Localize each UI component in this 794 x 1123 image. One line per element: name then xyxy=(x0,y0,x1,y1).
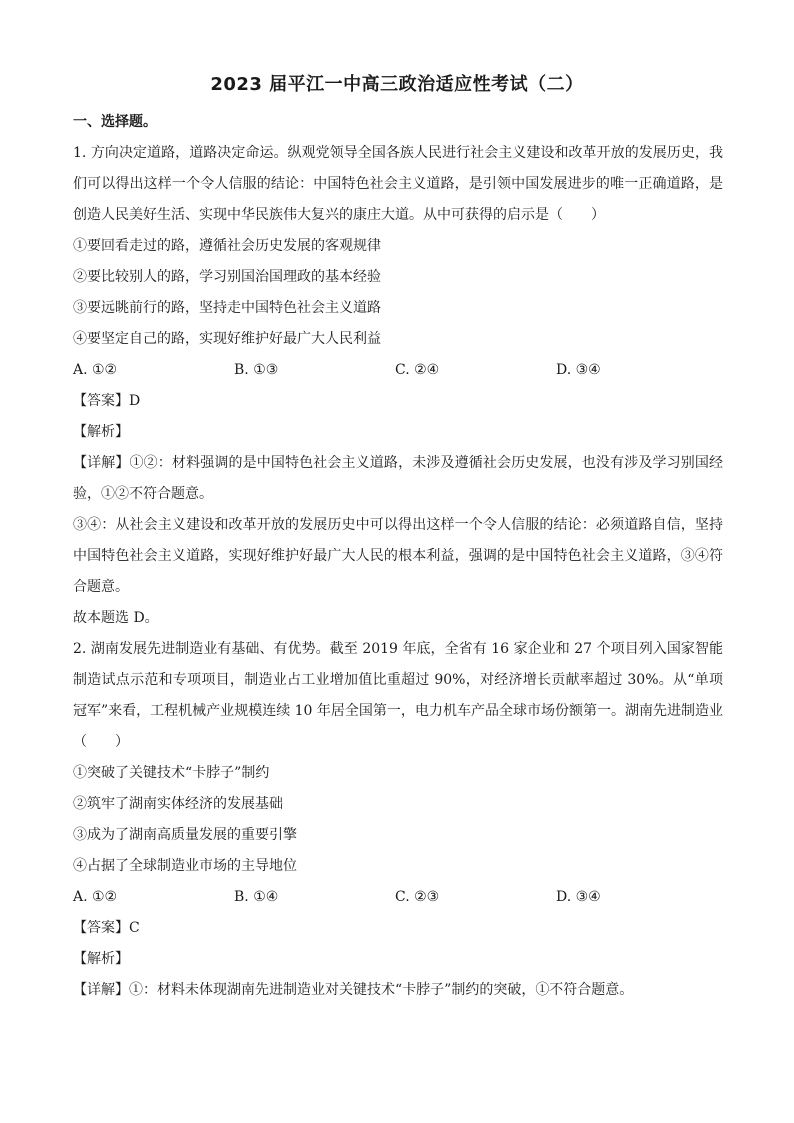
page-title: 2023 届平江一中高三政治适应性考试（二） xyxy=(210,74,584,95)
question-1-analysis-label: 【解析】 xyxy=(73,424,129,440)
question-1-conclusion: 故本题选 D。 xyxy=(73,610,159,626)
question-1-detail-2: ③④：从社会主义建设和改革开放的发展历史中可以得出这样一个令人信服的结论：必须道路自信，坚持中国特色社会主义道路，实现好维护好最广大人民的根本利益，强调的是中国特色社会主义道路，③④符合题意。 xyxy=(73,517,723,595)
question-2-analysis-label: 【解析】 xyxy=(73,951,129,967)
document-body xyxy=(73,107,723,1006)
question-1-option-d: D. ③④ xyxy=(556,362,601,378)
question-2-option-a: A. ①② xyxy=(73,889,118,905)
question-1-option-a: A. ①② xyxy=(73,362,118,378)
question-1-item-1: ①要回看走过的路，遵循社会历史发展的客观规律 xyxy=(73,238,381,254)
question-1-stem: 1. 方向决定道路，道路决定命运。纵观党领导全国各族人民进行社会主义建设和改革开放的发展历史，我们可以得出这样一个令人信服的结论：中国特色社会主义道路，是引领中国发展进步的唯一正确道路，是创造人民美好生活、实现中华民族伟大复兴的康庄大道。从中可获得的启示是（ ） xyxy=(73,145,723,223)
question-1-item-4: ④要坚定自己的路，实现好维护好最广大人民利益 xyxy=(73,331,381,347)
question-1-option-c: C. ②④ xyxy=(395,362,440,378)
question-2-answer: 【答案】C xyxy=(73,920,140,936)
question-2-options xyxy=(73,882,723,913)
question-1-options xyxy=(73,355,723,386)
question-2-stem: 2. 湖南发展先进制造业有基础、有优势。截至 2019 年底，全省有 16 家企业和 27 个项目列入国家智能制造试点示范和专项项目，制造业占工业增加值比重超过 90%，对经济增长贡献率超过 30%。从“单项冠军”来看，工程机械产业规模连续 10 年居全国第一，电力机车产品全球市场份额第一。湖南先进制造业（ ） xyxy=(73,641,723,750)
question-2-option-b: B. ①④ xyxy=(234,889,279,905)
section-heading: 一、选择题。 xyxy=(73,114,157,130)
question-1-option-b: B. ①③ xyxy=(234,362,279,378)
question-1-item-2: ②要比较别人的路，学习别国治国理政的基本经验 xyxy=(73,269,381,285)
question-2-option-d: D. ③④ xyxy=(556,889,601,905)
question-1-item-3: ③要远眺前行的路，坚持走中国特色社会主义道路 xyxy=(73,300,381,316)
question-1-detail-1: 【详解】①②：材料强调的是中国特色社会主义道路，未涉及遵循社会历史发展，也没有涉及学习别国经验，①②不符合题意。 xyxy=(73,455,723,502)
question-1-answer: 【答案】D xyxy=(73,393,141,409)
question-2-detail-1: 【详解】①：材料未体现湖南先进制造业对关键技术“卡脖子”制约的突破，①不符合题意。 xyxy=(73,982,634,998)
question-2-item-1: ①突破了关键技术“卡脖子”制约 xyxy=(73,765,270,781)
question-2-option-c: C. ②③ xyxy=(395,889,440,905)
question-2-item-2: ②筑牢了湖南实体经济的发展基础 xyxy=(73,796,283,812)
question-2-item-3: ③成为了湖南高质量发展的重要引擎 xyxy=(73,827,297,843)
question-2-item-4: ④占据了全球制造业市场的主导地位 xyxy=(73,858,297,874)
